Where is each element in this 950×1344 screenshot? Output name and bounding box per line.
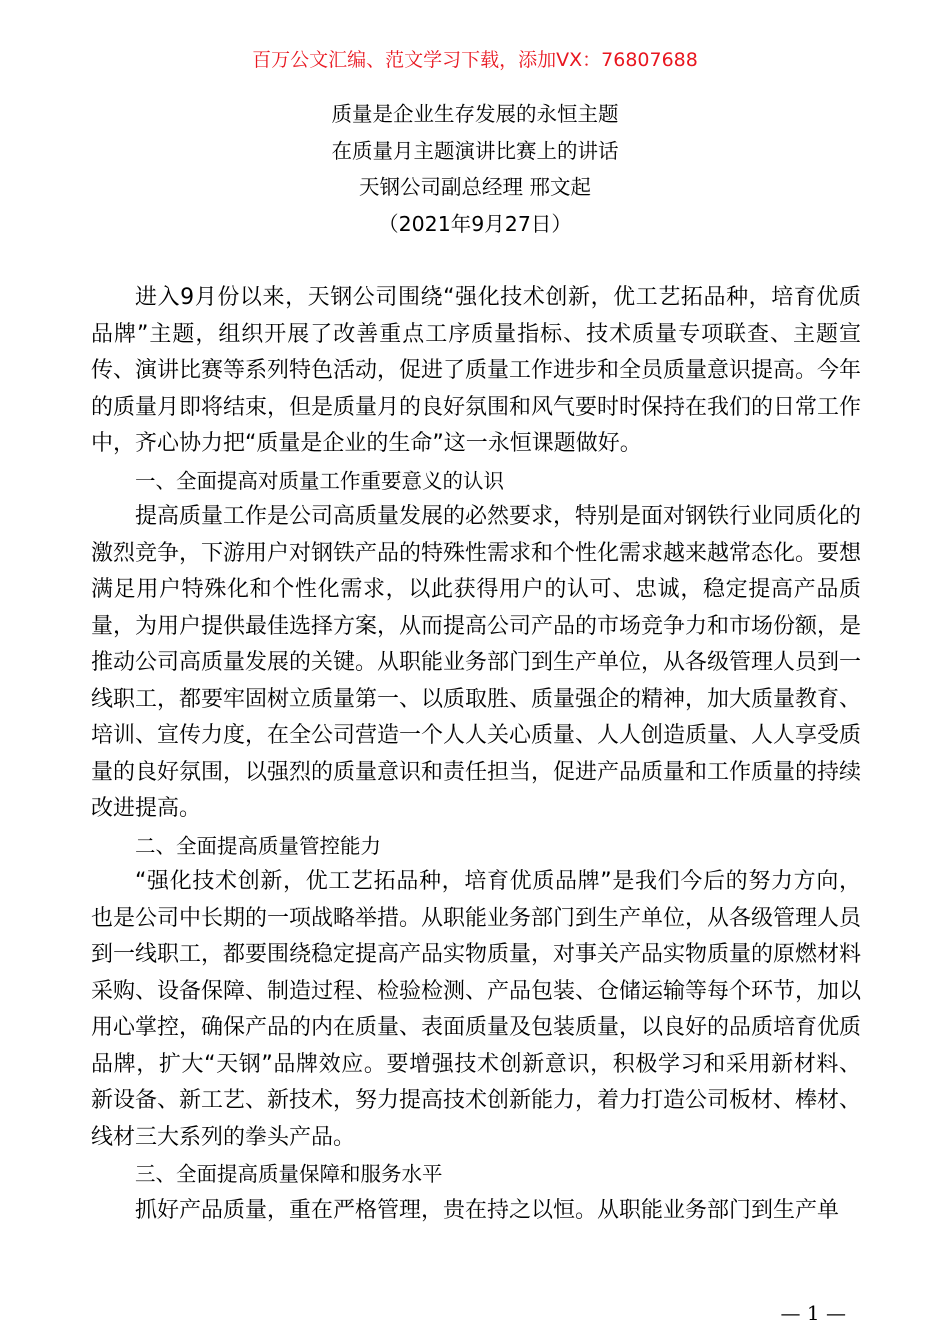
page-number: — 1 —	[780, 1301, 846, 1325]
speaker-line: 天钢公司副总经理 邢文起	[358, 175, 592, 199]
section-2-paragraph: “强化技术创新，优工艺拓品种，培育优质品牌”是我们今后的努力方向，也是公司中长期的一项战略举措。从职能业务部门到生产单位，从各级管理人员到一线职工，都要围绕稳定提高产品实物质量，对事关产品实物质量的原燃材料采购、设备保障、制造过程、检验检测、产品包装、仓储运输等每个环节，加以用心掌控，确保产品的内在质量、表面质量及包装质量，以良好的品质培育优质品牌，扩大“天钢”品牌效应。要增强技术创新意识，积极学习和采用新材料、新设备、新工艺、新技术，努力提高技术创新能力，着力打造公司板材、棒材、线材三大系列的拳头产品。	[91, 869, 862, 1150]
section-3-paragraph: 抓好产品质量，重在严格管理，贵在持之以恒。从职能业务部门到生产单	[135, 1197, 840, 1223]
section-1-heading: 一、全面提高对质量工作重要意义的认识	[135, 468, 504, 493]
section-2-heading: 二、全面提高质量管控能力	[135, 833, 381, 858]
document-title: 质量是企业生存发展的永恒主题	[331, 102, 619, 126]
document-subtitle: 在质量月主题演讲比赛上的讲话	[331, 138, 619, 163]
section-3-heading: 三、全面提高质量保障和服务水平	[135, 1162, 443, 1186]
watermark-banner: 百万公文汇编、范文学习下载，添加VX：76807688	[252, 49, 698, 71]
date-line: （2021年9月27日）	[378, 211, 572, 236]
document-body	[91, 280, 861, 1229]
intro-paragraph: 进入9月份以来，天钢公司围绕“强化技术创新，优工艺拓品种，培育优质品牌”主题，组织开展了改善重点工序质量指标、技术质量专项联查、主题宣传、演讲比赛等系列特色活动，促进了质量工作进步和全员质量意识提高。今年的质量月即将结束，但是质量月的良好氛围和风气要时时保持在我们的日常工作中，齐心协力把“质量是企业的生命”这一永恒课题做好。	[91, 285, 862, 456]
document-title-block	[0, 96, 950, 242]
section-1-paragraph: 提高质量工作是公司高质量发展的必然要求，特别是面对钢铁行业同质化的激烈竞争，下游用户对钢铁产品的特殊性需求和个性化需求越来越常态化。要想满足用户特殊化和个性化需求，以此获得用户的认可、忠诚，稳定提高产品质量，为用户提供最佳选择方案，从而提高公司产品的市场竞争力和市场份额，是推动公司高质量发展的关键。从职能业务部门到生产单位，从各级管理人员到一线职工，都要牢固树立质量第一、以质取胜、质量强企的精神，加大质量教育、培训、宣传力度，在全公司营造一个人人关心质量、人人创造质量、人人享受质量的良好氛围，以强烈的质量意识和责任担当，促进产品质量和工作质量的持续改进提高。	[91, 504, 862, 821]
